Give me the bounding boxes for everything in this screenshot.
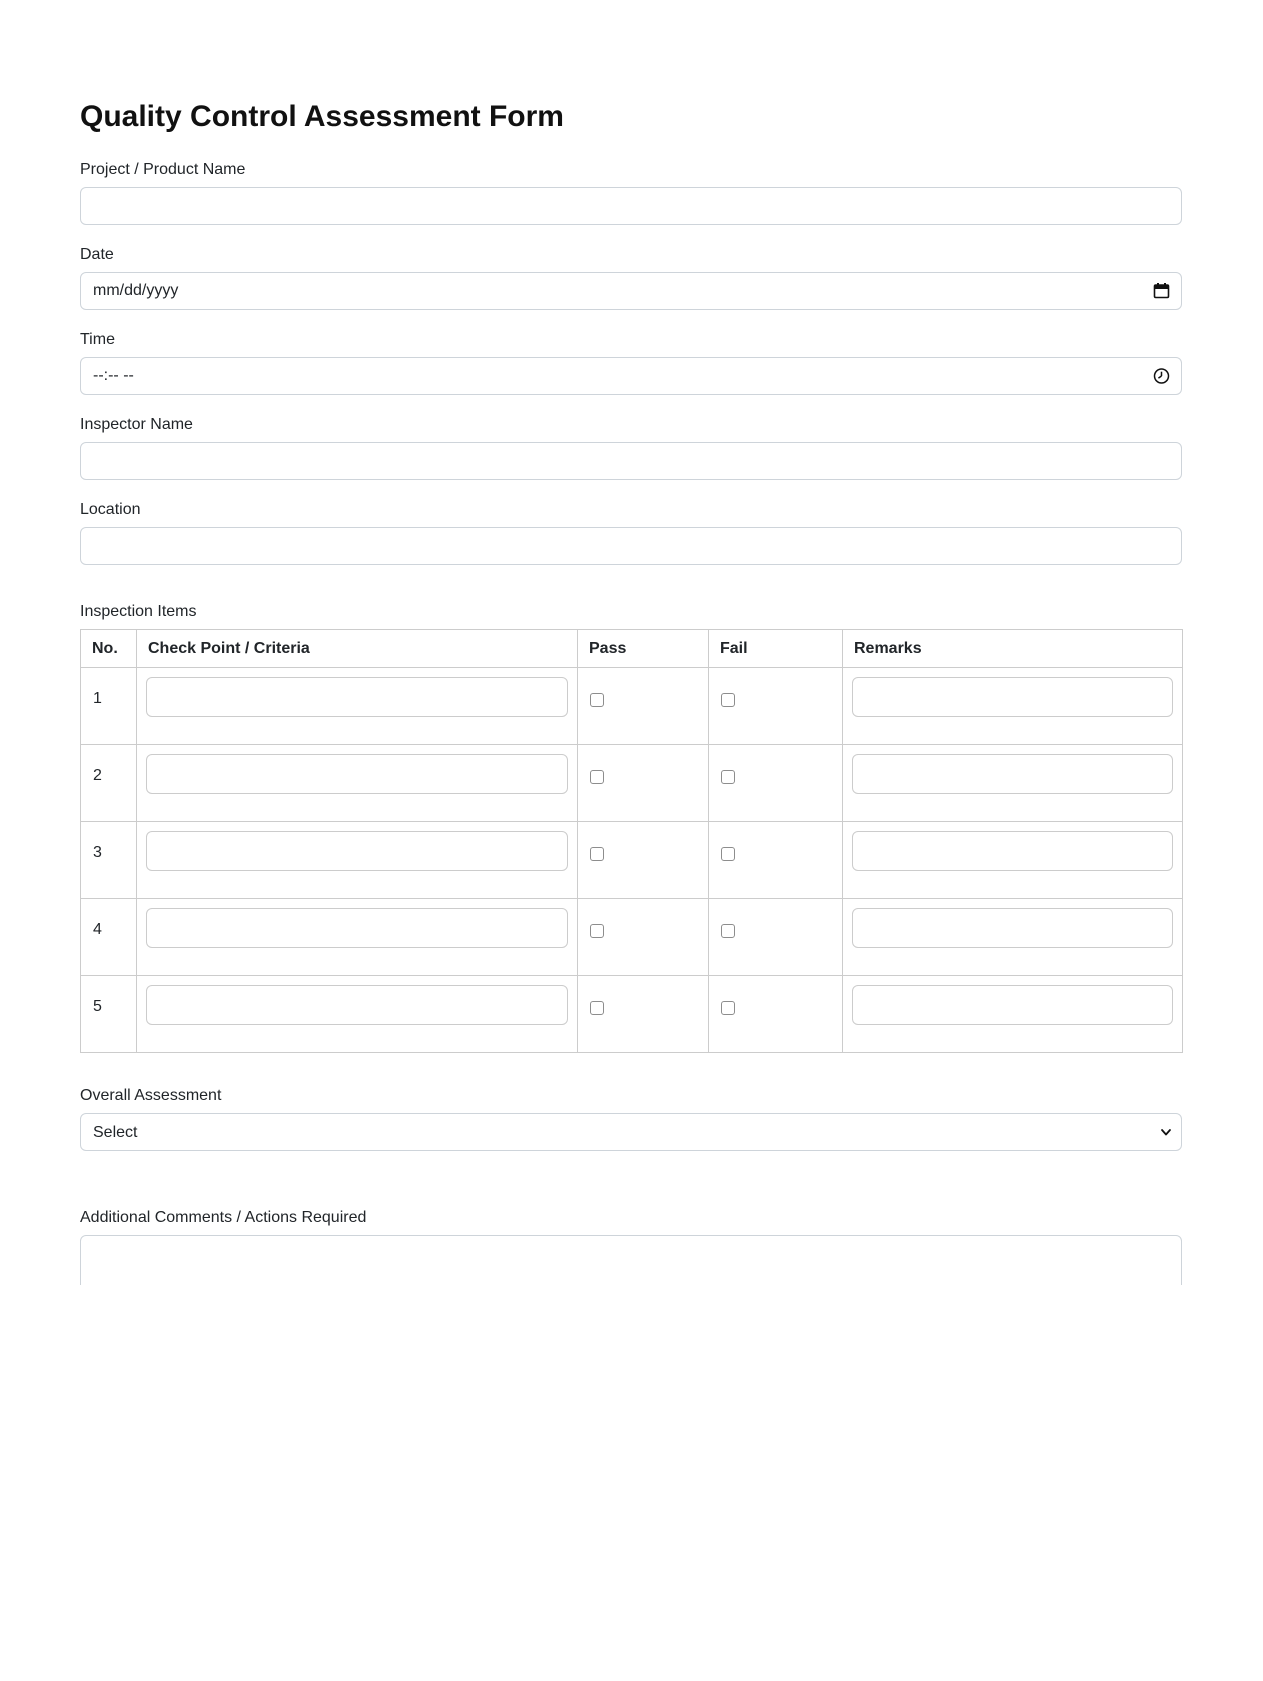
inspection-items-section	[80, 602, 1182, 1053]
inspection-table-header-row	[81, 630, 1183, 668]
column-header-no: No.	[81, 630, 137, 668]
date-label: Date	[80, 246, 114, 263]
project-name-input[interactable]	[80, 187, 1182, 225]
additional-comments-label: Additional Comments / Actions Required	[80, 1209, 367, 1226]
pass-checkbox-4[interactable]	[590, 924, 604, 938]
row-number: 3	[81, 822, 137, 899]
remarks-input-5[interactable]	[852, 985, 1173, 1025]
row-number: 5	[81, 976, 137, 1053]
pass-checkbox-5[interactable]	[590, 1001, 604, 1015]
field-time	[80, 330, 1182, 395]
field-location	[80, 500, 1182, 565]
field-additional-comments	[80, 1208, 1182, 1285]
column-header-remarks: Remarks	[843, 630, 1183, 668]
fail-checkbox-1[interactable]	[721, 693, 735, 707]
column-header-pass: Pass	[578, 630, 709, 668]
date-input[interactable]	[80, 272, 1182, 310]
check-point-input-2[interactable]	[146, 754, 568, 794]
field-inspector-name	[80, 415, 1182, 480]
inspector-name-label: Inspector Name	[80, 416, 193, 433]
pass-checkbox-1[interactable]	[590, 693, 604, 707]
table-row	[81, 745, 1183, 822]
field-project-name	[80, 160, 1182, 225]
inspection-items-label: Inspection Items	[80, 603, 197, 620]
fail-checkbox-4[interactable]	[721, 924, 735, 938]
table-row	[81, 822, 1183, 899]
check-point-input-4[interactable]	[146, 908, 568, 948]
field-date	[80, 245, 1182, 310]
pass-checkbox-3[interactable]	[590, 847, 604, 861]
location-label: Location	[80, 501, 141, 518]
inspector-name-input[interactable]	[80, 442, 1182, 480]
remarks-input-4[interactable]	[852, 908, 1173, 948]
field-overall-assessment	[80, 1086, 1182, 1151]
location-input[interactable]	[80, 527, 1182, 565]
column-header-fail: Fail	[709, 630, 843, 668]
check-point-input-5[interactable]	[146, 985, 568, 1025]
fail-checkbox-5[interactable]	[721, 1001, 735, 1015]
table-row	[81, 668, 1183, 745]
row-number: 2	[81, 745, 137, 822]
remarks-input-1[interactable]	[852, 677, 1173, 717]
row-number: 1	[81, 668, 137, 745]
additional-comments-textarea[interactable]	[80, 1235, 1182, 1285]
comments-textarea-clip	[80, 1235, 1182, 1285]
page-title: Quality Control Assessment Form	[80, 100, 564, 133]
overall-assessment-select[interactable]	[80, 1113, 1182, 1151]
time-input[interactable]	[80, 357, 1182, 395]
project-name-label: Project / Product Name	[80, 161, 246, 178]
row-number: 4	[81, 899, 137, 976]
overall-assessment-label: Overall Assessment	[80, 1087, 222, 1104]
fail-checkbox-2[interactable]	[721, 770, 735, 784]
table-row	[81, 976, 1183, 1053]
table-row	[81, 899, 1183, 976]
qc-form	[80, 0, 1182, 1285]
pass-checkbox-2[interactable]	[590, 770, 604, 784]
time-label: Time	[80, 331, 115, 348]
check-point-input-3[interactable]	[146, 831, 568, 871]
remarks-input-3[interactable]	[852, 831, 1173, 871]
inspection-table	[80, 629, 1183, 1053]
fail-checkbox-3[interactable]	[721, 847, 735, 861]
remarks-input-2[interactable]	[852, 754, 1173, 794]
check-point-input-1[interactable]	[146, 677, 568, 717]
column-header-check-point: Check Point / Criteria	[137, 630, 578, 668]
